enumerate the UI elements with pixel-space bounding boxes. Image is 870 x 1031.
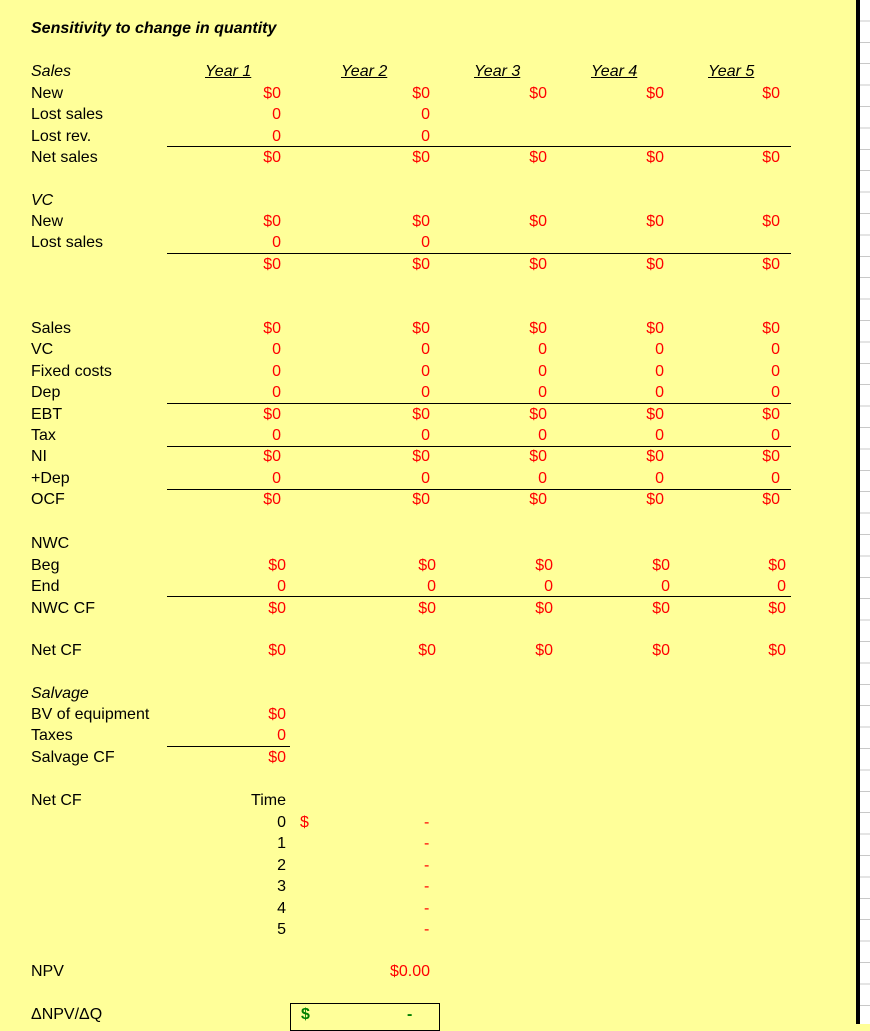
income-cell: 0 bbox=[421, 427, 430, 444]
nwc-row-label: End bbox=[31, 578, 60, 596]
income-row-label: VC bbox=[31, 341, 54, 359]
rule-ocf bbox=[167, 489, 791, 490]
sales-cell: $0 bbox=[263, 149, 281, 167]
year-1-header: Year 1 bbox=[205, 63, 252, 80]
income-cell: 0 bbox=[771, 362, 780, 380]
income-cell: 0 bbox=[421, 341, 430, 359]
salvage-row-label: BV of equipment bbox=[31, 706, 150, 723]
salvage-header: Salvage bbox=[31, 685, 89, 702]
income-cell: 0 bbox=[272, 384, 281, 402]
rule-salvage-cf bbox=[167, 746, 290, 747]
salvage-cell: $0 bbox=[268, 748, 286, 766]
adjacent-column-gridlines bbox=[860, 0, 870, 1024]
income-cell: $0 bbox=[529, 491, 547, 509]
sales-cell: $0 bbox=[762, 85, 780, 102]
dnpv-dq-label: ΔNPV/ΔQ bbox=[31, 1006, 103, 1023]
income-row-label: NI bbox=[31, 448, 47, 466]
npv-value: $0.00 bbox=[389, 963, 430, 980]
rule-net-sales bbox=[167, 146, 791, 147]
nwc-cell: $0 bbox=[768, 557, 786, 574]
income-cell: $0 bbox=[412, 320, 430, 337]
year-5-header: Year 5 bbox=[708, 63, 755, 80]
salvage-row-label: Taxes bbox=[31, 727, 73, 745]
nwc-cell: $0 bbox=[768, 599, 786, 617]
income-cell: 0 bbox=[538, 427, 547, 444]
dnpv-dq-value: - bbox=[407, 1006, 413, 1023]
vc-cell: $0 bbox=[263, 255, 281, 273]
income-cell: 0 bbox=[655, 384, 664, 402]
sales-row-label: Net sales bbox=[31, 149, 98, 167]
rule-nwc-cf bbox=[167, 596, 791, 597]
vc-cell: $0 bbox=[762, 213, 780, 230]
income-cell: $0 bbox=[762, 405, 780, 423]
income-cell: $0 bbox=[263, 405, 281, 423]
vc-row-label: Lost sales bbox=[31, 234, 104, 252]
income-row-label: Dep bbox=[31, 384, 61, 402]
salvage-row-label: Salvage CF bbox=[31, 748, 115, 766]
income-cell: $0 bbox=[646, 448, 664, 466]
net-cf-cell: $0 bbox=[268, 642, 286, 659]
year-2-header: Year 2 bbox=[341, 63, 388, 80]
nwc-cell: 0 bbox=[427, 578, 436, 596]
income-cell: 0 bbox=[655, 469, 664, 487]
timeline-period: 1 bbox=[277, 835, 286, 853]
income-cell: 0 bbox=[771, 341, 780, 359]
sales-cell: 0 bbox=[272, 106, 281, 124]
income-cell: 0 bbox=[272, 469, 281, 487]
npv-label: NPV bbox=[31, 963, 64, 980]
sheet-title: Sensitivity to change in quantity bbox=[31, 20, 277, 37]
sales-header: Sales bbox=[31, 63, 72, 80]
nwc-cell: 0 bbox=[661, 578, 670, 596]
income-cell: $0 bbox=[529, 448, 547, 466]
nwc-row-label: NWC CF bbox=[31, 599, 95, 617]
income-cell: $0 bbox=[263, 491, 281, 509]
income-cell: $0 bbox=[762, 448, 780, 466]
year-4-header: Year 4 bbox=[591, 63, 638, 80]
timeline-value: - bbox=[424, 899, 430, 917]
income-cell: $0 bbox=[646, 405, 664, 423]
sales-cell: $0 bbox=[529, 85, 547, 102]
income-row-label: EBT bbox=[31, 405, 63, 423]
income-row-label: Sales bbox=[31, 320, 72, 337]
timeline-period: 3 bbox=[277, 878, 286, 896]
income-cell: 0 bbox=[538, 341, 547, 359]
net-cf-cell: $0 bbox=[418, 642, 436, 659]
nwc-header: NWC bbox=[31, 535, 70, 552]
nwc-cell: 0 bbox=[777, 578, 786, 596]
sales-row-label: New bbox=[31, 85, 64, 102]
income-cell: 0 bbox=[771, 469, 780, 487]
income-cell: 0 bbox=[538, 362, 547, 380]
rule-vc-total bbox=[167, 253, 791, 254]
vc-cell: $0 bbox=[762, 255, 780, 273]
income-cell: $0 bbox=[412, 491, 430, 509]
vc-row-label: New bbox=[31, 213, 64, 230]
income-row-label: Fixed costs bbox=[31, 362, 112, 380]
timeline-value: - bbox=[424, 921, 430, 938]
sales-cell: 0 bbox=[421, 127, 430, 145]
timeline-value: - bbox=[424, 835, 430, 853]
income-cell: $0 bbox=[263, 448, 281, 466]
income-cell: $0 bbox=[646, 491, 664, 509]
rule-ni bbox=[167, 446, 791, 447]
year-3-header: Year 3 bbox=[474, 63, 521, 80]
timeline-period: 5 bbox=[277, 921, 286, 938]
income-cell: 0 bbox=[655, 341, 664, 359]
timeline-period: 2 bbox=[277, 856, 286, 874]
income-cell: $0 bbox=[529, 405, 547, 423]
nwc-cell: $0 bbox=[268, 557, 286, 574]
net-cf-cell: $0 bbox=[535, 642, 553, 659]
income-cell: 0 bbox=[771, 384, 780, 402]
vc-header: VC bbox=[31, 192, 54, 209]
nwc-cell: 0 bbox=[544, 578, 553, 596]
salvage-cell: 0 bbox=[277, 727, 286, 745]
income-cell: $0 bbox=[412, 448, 430, 466]
nwc-cell: 0 bbox=[277, 578, 286, 596]
timeline-period: 4 bbox=[277, 899, 286, 917]
timeline-value: - bbox=[424, 856, 430, 874]
sales-cell: $0 bbox=[646, 85, 664, 102]
sales-cell: $0 bbox=[646, 149, 664, 167]
income-cell: $0 bbox=[646, 320, 664, 337]
nwc-cell: $0 bbox=[535, 599, 553, 617]
vc-cell: $0 bbox=[529, 255, 547, 273]
nwc-cell: $0 bbox=[652, 599, 670, 617]
vc-cell: 0 bbox=[272, 234, 281, 252]
timeline-label: Net CF bbox=[31, 792, 82, 809]
nwc-cell: $0 bbox=[418, 557, 436, 574]
net-cf-cell: $0 bbox=[768, 642, 786, 659]
vc-cell: $0 bbox=[412, 255, 430, 273]
income-cell: 0 bbox=[771, 427, 780, 444]
income-cell: 0 bbox=[538, 469, 547, 487]
income-cell: 0 bbox=[272, 362, 281, 380]
sales-row-label: Lost sales bbox=[31, 106, 104, 124]
sales-row-label: Lost rev. bbox=[31, 127, 92, 145]
timeline-period: 0 bbox=[277, 814, 286, 831]
net-cf-cell: $0 bbox=[652, 642, 670, 659]
dnpv-dq-currency-symbol: $ bbox=[301, 1006, 310, 1023]
net-cf-label: Net CF bbox=[31, 642, 82, 659]
nwc-cell: $0 bbox=[268, 599, 286, 617]
vc-cell: 0 bbox=[421, 234, 430, 252]
income-cell: 0 bbox=[655, 362, 664, 380]
vc-cell: $0 bbox=[412, 213, 430, 230]
income-cell: $0 bbox=[263, 320, 281, 337]
sales-cell: 0 bbox=[421, 106, 430, 124]
vc-cell: $0 bbox=[529, 213, 547, 230]
income-cell: 0 bbox=[421, 469, 430, 487]
sales-cell: $0 bbox=[529, 149, 547, 167]
sales-cell: 0 bbox=[272, 127, 281, 145]
time-header: Time bbox=[251, 792, 286, 809]
income-cell: $0 bbox=[762, 491, 780, 509]
rule-ebt bbox=[167, 403, 791, 404]
income-cell: 0 bbox=[421, 384, 430, 402]
sales-cell: $0 bbox=[263, 85, 281, 102]
sales-cell: $0 bbox=[412, 85, 430, 102]
income-row-label: +Dep bbox=[31, 469, 70, 487]
income-row-label: OCF bbox=[31, 491, 65, 509]
income-row-label: Tax bbox=[31, 427, 56, 444]
timeline-currency-symbol: $ bbox=[300, 814, 309, 831]
sales-cell: $0 bbox=[762, 149, 780, 167]
vc-cell: $0 bbox=[263, 213, 281, 230]
timeline-value: - bbox=[424, 878, 430, 896]
nwc-row-label: Beg bbox=[31, 557, 60, 574]
nwc-cell: $0 bbox=[418, 599, 436, 617]
vc-cell: $0 bbox=[646, 255, 664, 273]
income-cell: $0 bbox=[412, 405, 430, 423]
income-cell: $0 bbox=[529, 320, 547, 337]
income-cell: 0 bbox=[538, 384, 547, 402]
nwc-cell: $0 bbox=[535, 557, 553, 574]
timeline-value: - bbox=[424, 814, 430, 831]
nwc-cell: $0 bbox=[652, 557, 670, 574]
dnpv-dq-cell[interactable] bbox=[290, 1003, 440, 1031]
salvage-cell: $0 bbox=[268, 706, 286, 723]
income-cell: 0 bbox=[272, 341, 281, 359]
vc-cell: $0 bbox=[646, 213, 664, 230]
income-cell: 0 bbox=[272, 427, 281, 444]
income-cell: 0 bbox=[421, 362, 430, 380]
income-cell: $0 bbox=[762, 320, 780, 337]
income-cell: 0 bbox=[655, 427, 664, 444]
sales-cell: $0 bbox=[412, 149, 430, 167]
